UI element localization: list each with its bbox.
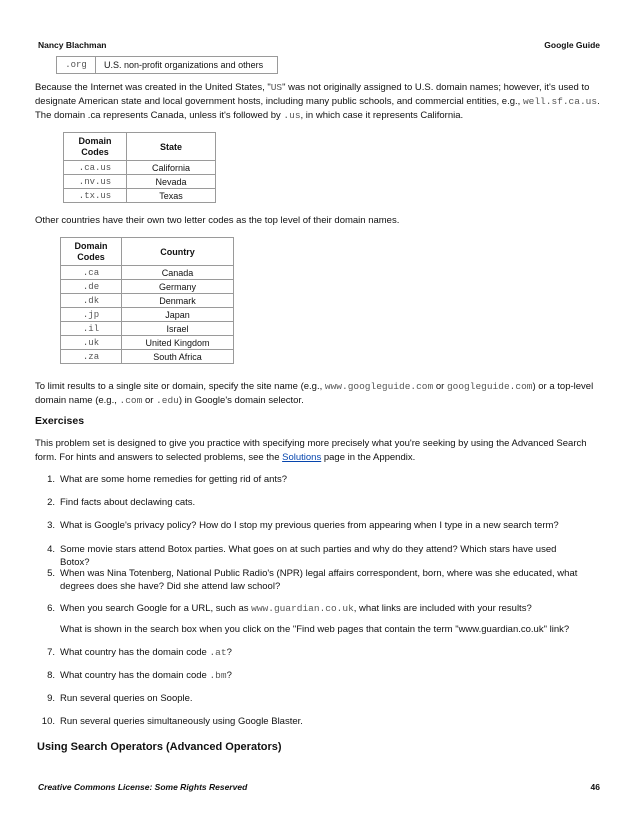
state-table-header-codes: Domain Codes: [64, 133, 127, 161]
table-row: .jp Japan: [61, 308, 234, 322]
header-author: Nancy Blachman: [38, 40, 107, 50]
exercises-intro: This problem set is designed to give you practice with specifying more precisely what you're seeking by using the Advanced Search form. For hints and answers to selected problems, see the Solutions page in the Appendix.: [35, 438, 587, 463]
org-table: [56, 56, 278, 74]
solutions-link[interactable]: Solutions: [282, 452, 322, 463]
code-us: US: [270, 82, 283, 93]
code-well: well.sf.ca.us: [522, 96, 598, 107]
paragraph-domain-selector: To limit results to a single site or domain, specify the site name (e.g., www.googleguide.com or googleguide.com) or a top-level domain name (e.g., .com or .edu) in Google's domain selector.: [35, 381, 594, 406]
state-table-header-state: State: [127, 133, 216, 161]
exercises-heading: Exercises: [35, 415, 85, 427]
state-domain-table: [63, 132, 216, 203]
list-item: 1. What are some home remedies for getting rid of ants?: [47, 474, 288, 485]
table-row: .tx.us Texas: [64, 189, 216, 203]
table-row: .uk United Kingdom: [61, 336, 234, 350]
list-item-continuation: What is shown in the search box when you click on the "Find web pages that contain the term "www.guardian.co.uk" link?: [60, 624, 570, 635]
table-row: .za South Africa: [61, 350, 234, 364]
code-googleguide: googleguide.com: [446, 381, 533, 392]
country-domain-table: [60, 237, 234, 364]
list-item: 8. What country has the domain code .bm?: [47, 670, 232, 681]
code-googleguide-www: www.googleguide.com: [324, 381, 434, 392]
table-row: .dk Denmark: [61, 294, 234, 308]
page-number: 46: [590, 782, 600, 792]
footer-license: Creative Commons License: Some Rights Reserved: [38, 782, 248, 792]
list-item: 2. Find facts about declawing cats.: [47, 497, 196, 508]
list-item: 9. Run several queries on Soople.: [47, 693, 193, 704]
table-row: .ca.us California: [64, 161, 216, 175]
code-us-suffix: .us: [283, 110, 301, 121]
list-item: 10. Run several queries simultaneously using Google Blaster.: [41, 716, 303, 727]
table-row: .il Israel: [61, 322, 234, 336]
list-item: 5. When was Nina Totenberg, National Public Radio's (NPR) legal affairs correspondent, born, where was she educated, what degrees does she have? Did she attend law school?: [47, 568, 578, 592]
header-title: Google Guide: [544, 40, 600, 50]
list-item: 4. Some movie stars attend Botox parties. What goes on at such parties and why do they attend? Which stars have used Botox?: [47, 544, 557, 568]
list-item: 3. What is Google's privacy policy? How do I stop my previous queries from appearing when I type in a new search term?: [47, 520, 559, 531]
org-code: .org: [57, 57, 96, 74]
paragraph-countries: Other countries have their own two letter codes as the top level of their domain names.: [35, 215, 400, 226]
code-bm: .bm: [209, 670, 227, 681]
section-heading: Using Search Operators (Advanced Operators): [37, 741, 282, 753]
code-at: .at: [209, 647, 227, 658]
org-desc: U.S. non-profit organizations and others: [96, 57, 278, 74]
paragraph-us-domains: Because the Internet was created in the United States, "US" was not originally assigned to U.S. domain names; however, it's used to designate American state and local government hosts, including many public schools, and commercial entities, e.g., well.sf.ca.us. The domain .ca represents Canada, unless it's followed by .us, in which case it represents California.: [35, 82, 600, 121]
country-table-header-codes: Domain Codes: [61, 238, 122, 266]
table-row: .nv.us Nevada: [64, 175, 216, 189]
country-table-header-country: Country: [122, 238, 234, 266]
table-row: .de Germany: [61, 280, 234, 294]
list-item: 7. What country has the domain code .at?: [47, 647, 232, 658]
table-row: .ca Canada: [61, 266, 234, 280]
code-com: .com: [119, 395, 143, 406]
code-guardian: www.guardian.co.uk: [251, 603, 354, 614]
list-item: 6. When you search Google for a URL, such as www.guardian.co.uk, what links are included with your results?: [47, 603, 532, 614]
code-edu: .edu: [156, 395, 179, 406]
